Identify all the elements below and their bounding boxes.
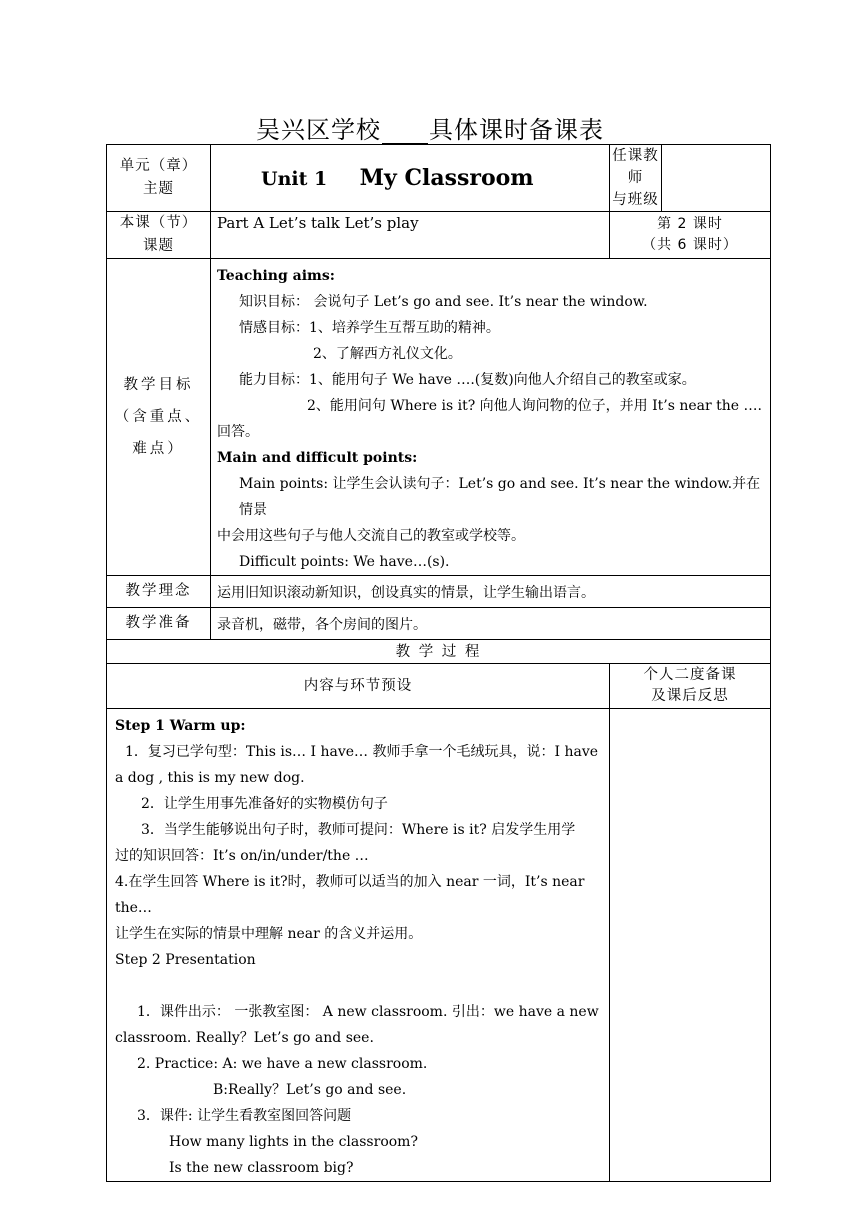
title-form: 具体课时备课表 xyxy=(429,116,604,144)
process-line: 2. Practice: A: we have a new classroom. xyxy=(137,1056,428,1072)
aims-line: 2、了解西方礼仪文化。 xyxy=(313,346,462,362)
aims-line: 情感目标：1、培养学生互帮互助的精神。 xyxy=(239,320,500,336)
reflection-column-header: 个人二度备课 及课后反思 xyxy=(610,664,771,709)
process-line: Step 2 Presentation xyxy=(115,952,256,968)
row-process-body xyxy=(107,709,771,1182)
process-line: 1．课件出示： 一张教室图： A new classroom. 引出：we have a new xyxy=(137,1004,599,1020)
process-heading: 教 学 过 程 xyxy=(107,640,771,664)
row-process-columns xyxy=(107,664,771,709)
aims-line: 知识目标： 会说句子 Let’s go and see. It’s near the window. xyxy=(239,294,648,310)
aims-cell xyxy=(211,259,771,576)
points-heading: Main and difficult points: xyxy=(217,450,418,466)
philosophy-value: 运用旧知识滚动新知识，创设真实的情景，让学生输出语言。 xyxy=(211,576,771,608)
unit-number: Unit 1 xyxy=(261,168,328,190)
points-line: Difficult points: We have…(s). xyxy=(239,554,450,570)
row-process-heading xyxy=(107,640,771,664)
lesson-plan-table xyxy=(106,144,771,1182)
title-school: 吴兴区学校 xyxy=(256,116,381,144)
page-title xyxy=(0,110,860,145)
period-total: （共 6 课时） xyxy=(642,237,738,253)
unit-label: 单元（章） 主题 xyxy=(107,145,211,212)
aims-line: 回答。 xyxy=(217,424,259,440)
reflection-cell xyxy=(610,709,771,1182)
row-preparation xyxy=(107,608,771,640)
process-line: 让学生在实际的情景中理解 near 的含义并运用。 xyxy=(115,926,423,942)
row-aims xyxy=(107,259,771,576)
teacher-label: 任课教师 与班级 xyxy=(610,145,662,212)
period-current: 第 2 课时 xyxy=(657,216,723,232)
process-line: How many lights in the classroom? xyxy=(169,1134,418,1150)
process-line: Is the new classroom big? xyxy=(169,1160,354,1176)
process-line: classroom. Really？Let’s go and see. xyxy=(115,1030,374,1046)
process-line: 4.在学生回答 Where is it?时，教师可以适当的加入 near 一词，It’s near the… xyxy=(115,874,585,916)
period-cell xyxy=(610,212,771,259)
aims-heading: Teaching aims: xyxy=(217,268,335,284)
philosophy-label: 教学理念 xyxy=(107,576,211,608)
process-line: Step 1 Warm up: xyxy=(115,718,246,734)
preparation-value: 录音机，磁带，各个房间的图片。 xyxy=(211,608,771,640)
points-line: Main points: 让学生会认读句子：Let’s go and see. It’s near the window.并在情景 xyxy=(239,476,761,518)
points-line: 中会用这些句子与他人交流自己的教室或学校等。 xyxy=(217,528,525,544)
unit-topic: My Classroom xyxy=(359,165,534,191)
lesson-label: 本课（节） 课题 xyxy=(107,212,211,259)
aims-line: 2、能用问句 Where is it? 向他人询问物的位子，并用 It’s near the …. xyxy=(307,398,762,414)
unit-title-cell xyxy=(211,145,610,212)
preparation-label: 教学准备 xyxy=(107,608,211,640)
aims-line: 能力目标：1、能用句子 We have ….(复数)向他人介绍自己的教室或家。 xyxy=(239,372,696,388)
process-line: B:Really？Let’s go and see. xyxy=(213,1082,407,1098)
lesson-title: Part A Let’s talk Let’s play xyxy=(211,212,610,259)
row-lesson xyxy=(107,212,771,259)
process-line: a dog , this is my new dog. xyxy=(115,770,305,786)
row-unit xyxy=(107,145,771,212)
process-line: 3．当学生能够说出句子时，教师可提问：Where is it? 启发学生用学 xyxy=(141,822,576,838)
teacher-value xyxy=(662,145,771,212)
process-line: 3．课件: 让学生看教室图回答问题 xyxy=(137,1108,352,1124)
process-line: 2．让学生用事先准备好的实物模仿句子 xyxy=(141,796,388,812)
aims-label: 教学目标 （含重点、 难点） xyxy=(107,259,211,576)
title-blank xyxy=(382,121,428,145)
content-column-header: 内容与环节预设 xyxy=(107,664,610,709)
process-line xyxy=(115,973,603,999)
process-line: 过的知识回答：It’s on/in/under/the … xyxy=(115,848,369,864)
row-philosophy xyxy=(107,576,771,608)
process-line: 1．复习已学句型：This is… I have… 教师手拿一个毛绒玩具，说：I have xyxy=(125,744,599,760)
process-content xyxy=(107,709,610,1182)
